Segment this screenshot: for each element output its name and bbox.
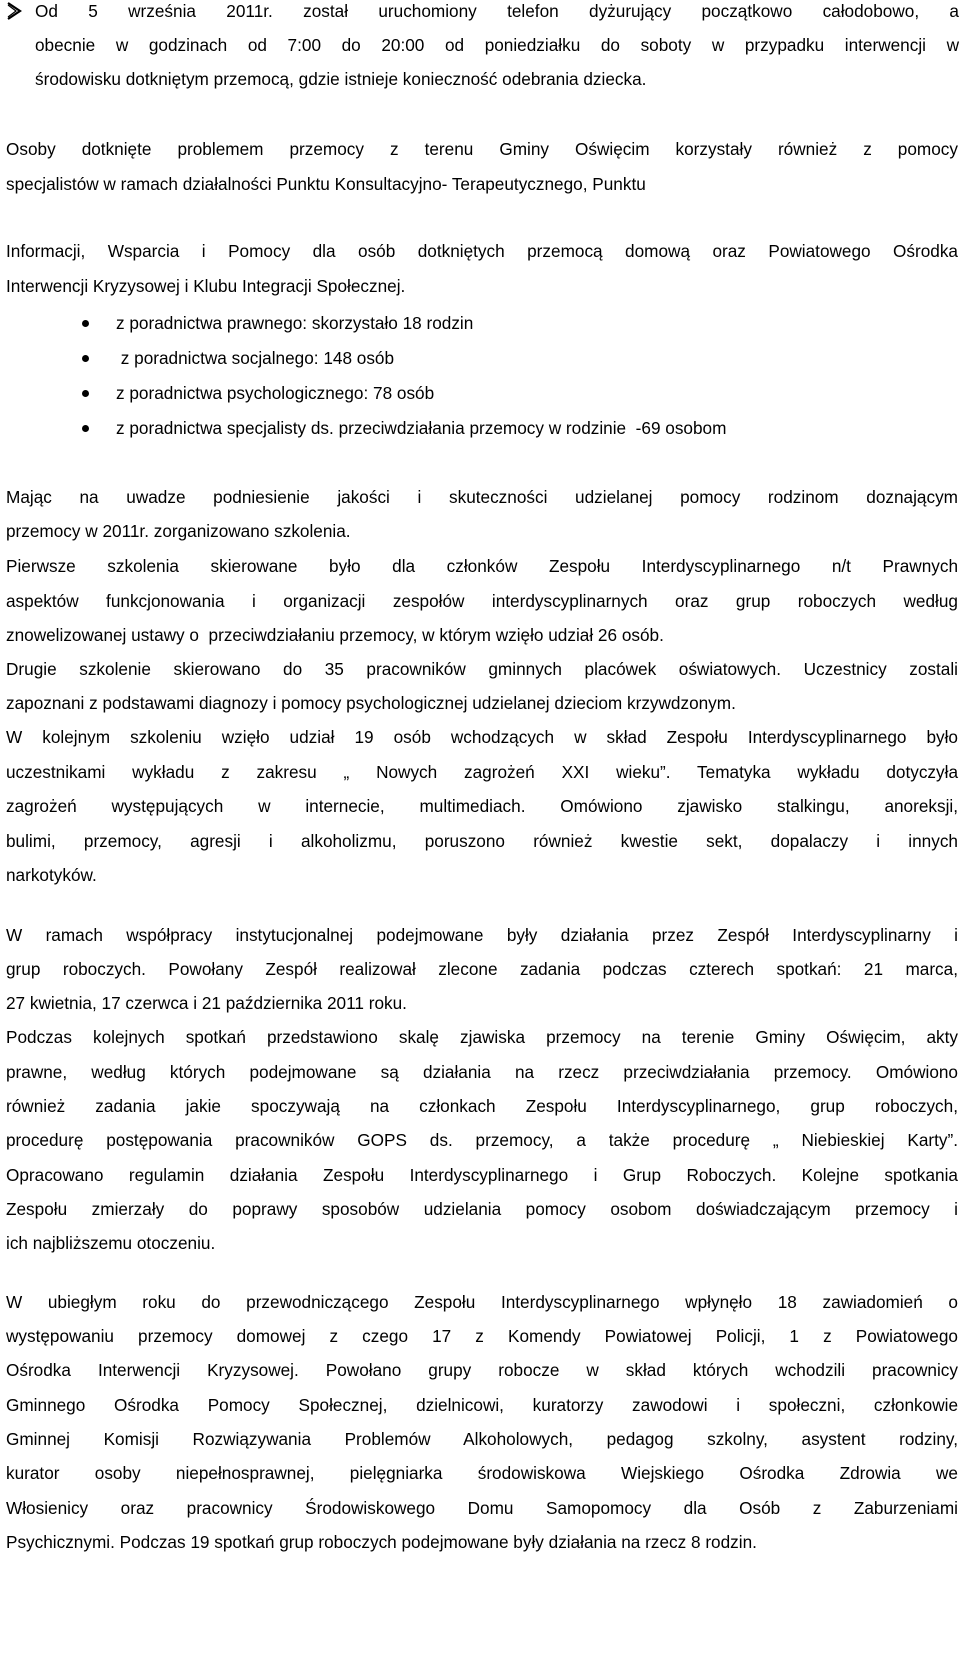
text-line: Włosienicy oraz pracownicy Środowiskowego Domu Samopomocy dla Osób z Zaburzeniami: [6, 1498, 958, 1518]
text-line: obecnie w godzinach od 7:00 do 20:00 od poniedziałku do soboty w przypadku interwencji w: [35, 35, 959, 55]
text-line: Informacji, Wsparcia i Pomocy dla osób dotkniętych przemocą domową oraz Powiatowego Ośrodka: [6, 241, 958, 261]
bullet-dot-icon: [82, 425, 89, 432]
text-line: Opracowano regulamin działania Zespołu Interdyscyplinarnego i Grup Roboczych. Kolejne spotkania: [6, 1165, 958, 1185]
text-line: przemocy w 2011r. zorganizowano szkolenia.: [6, 521, 351, 541]
text-line: bulimi, przemocy, agresji i alkoholizmu, poruszono również kwestie sekt, dopalaczy i innych: [6, 831, 958, 851]
text-line: grup roboczych. Powołany Zespół realizował zlecone zadania podczas czterech spotkań: 21 marca,: [6, 959, 958, 979]
bullet-dot-icon: [82, 355, 89, 362]
text-line: uczestnikami wykładu z zakresu „ Nowych zagrożeń XXI wieku”. Tematyka wykładu dotyczyła: [6, 762, 958, 782]
list-item: z poradnictwa specjalisty ds. przeciwdziałania przemocy w rodzinie -69 osobom: [116, 418, 727, 438]
list-item: z poradnictwa psychologicznego: 78 osób: [116, 383, 435, 403]
list-item: z poradnictwa socjalnego: 148 osób: [116, 348, 395, 368]
text-line: Drugie szkolenie skierowano do 35 pracowników gminnych placówek oświatowych. Uczestnicy zostali: [6, 659, 958, 679]
text-line: Pierwsze szkolenia skierowane było dla członków Zespołu Interdyscyplinarnego n/t Prawnych: [6, 556, 958, 576]
text-line: występowaniu przemocy domowej z czego 17 z Komendy Powiatowej Policji, 1 z Powiatowego: [6, 1326, 958, 1346]
text-line: znowelizowanej ustawy o przeciwdziałaniu przemocy, w którym wzięło udział 26 osób.: [6, 625, 664, 645]
text-line: Mając na uwadze podniesienie jakości i skuteczności udzielanej pomocy rodzinom doznającym: [6, 487, 958, 507]
list-item: z poradnictwa prawnego: skorzystało 18 rodzin: [116, 313, 474, 333]
text-line: środowisku dotkniętym przemocą, gdzie istnieje konieczność odebrania dziecka.: [35, 69, 647, 89]
text-line: zagrożeń występujących w internecie, multimediach. Omówiono zjawisko stalkingu, anoreksji,: [6, 796, 958, 816]
text-line: Gminnej Komisji Rozwiązywania Problemów Alkoholowych, pedagog szkolny, asystent rodziny,: [6, 1429, 958, 1449]
text-line: 27 kwietnia, 17 czerwca i 21 października 2011 roku.: [6, 993, 407, 1013]
text-line: prawne, według których podejmowane są działania na rzecz przeciwdziałania przemocy. Omówiono: [6, 1062, 958, 1082]
text-line: procedurę postępowania pracowników GOPS ds. przemocy, a także procedurę „ Niebieskiej Karty”.: [6, 1130, 958, 1150]
text-line: specjalistów w ramach działalności Punktu Konsultacyjno- Terapeutycznego, Punktu: [6, 174, 646, 194]
text-line: również zadania jakie spoczywają na członkach Zespołu Interdyscyplinarnego, grup roboczych,: [6, 1096, 958, 1116]
text-line: zapoznani z podstawami diagnozy i pomocy psychologicznej udzielanej dzieciom krzywdzonym.: [6, 693, 736, 713]
text-line: narkotyków.: [6, 865, 97, 885]
text-line: W ramach współpracy instytucjonalnej podejmowane były działania przez Zespół Interdyscyplinarny i: [6, 925, 958, 945]
text-line: kurator osoby niepełnosprawnej, pielęgniarka środowiskowa Wiejskiego Ośrodka Zdrowia we: [6, 1463, 958, 1483]
text-line: Psychicznymi. Podczas 19 spotkań grup roboczych podejmowane były działania na rzecz 8 rodzin.: [6, 1532, 757, 1552]
text-line: Podczas kolejnych spotkań przedstawiono skalę zjawiska przemocy na terenie Gminy Oświęcim, akty: [6, 1027, 958, 1047]
text-line: aspektów funkcjonowania i organizacji zespołów interdyscyplinarnych oraz grup roboczych według: [6, 591, 958, 611]
text-line: W kolejnym szkoleniu wzięło udział 19 osób wchodzących w skład Zespołu Interdyscyplinarnego było: [6, 727, 958, 747]
text-line: Osoby dotknięte problemem przemocy z terenu Gminy Oświęcim korzystały również z pomocy: [6, 139, 958, 159]
arrowhead-bullet-icon: [4, 0, 24, 24]
text-line: ich najbliższemu otoczeniu.: [6, 1233, 216, 1253]
text-line: Zespołu zmierzały do poprawy sposobów udzielania pomocy osobom doświadczającym przemocy i: [6, 1199, 958, 1219]
text-line: Gminnego Ośrodka Pomocy Społecznej, dzielnicowi, kuratorzy zawodowi i społeczni, członkowie: [6, 1395, 958, 1415]
text-line: Ośrodka Interwencji Kryzysowej. Powołano grupy robocze w skład których wchodzili pracownicy: [6, 1360, 958, 1380]
bullet-dot-icon: [82, 390, 89, 397]
text-line: Interwencji Kryzysowej i Klubu Integracji Społecznej.: [6, 276, 406, 296]
bullet-dot-icon: [82, 320, 89, 327]
text-line: W ubiegłym roku do przewodniczącego Zespołu Interdyscyplinarnego wpłynęło 18 zawiadomień o: [6, 1292, 958, 1312]
text-line: Od 5 września 2011r. został uruchomiony telefon dyżurujący początkowo całodobowo, a: [35, 1, 959, 21]
